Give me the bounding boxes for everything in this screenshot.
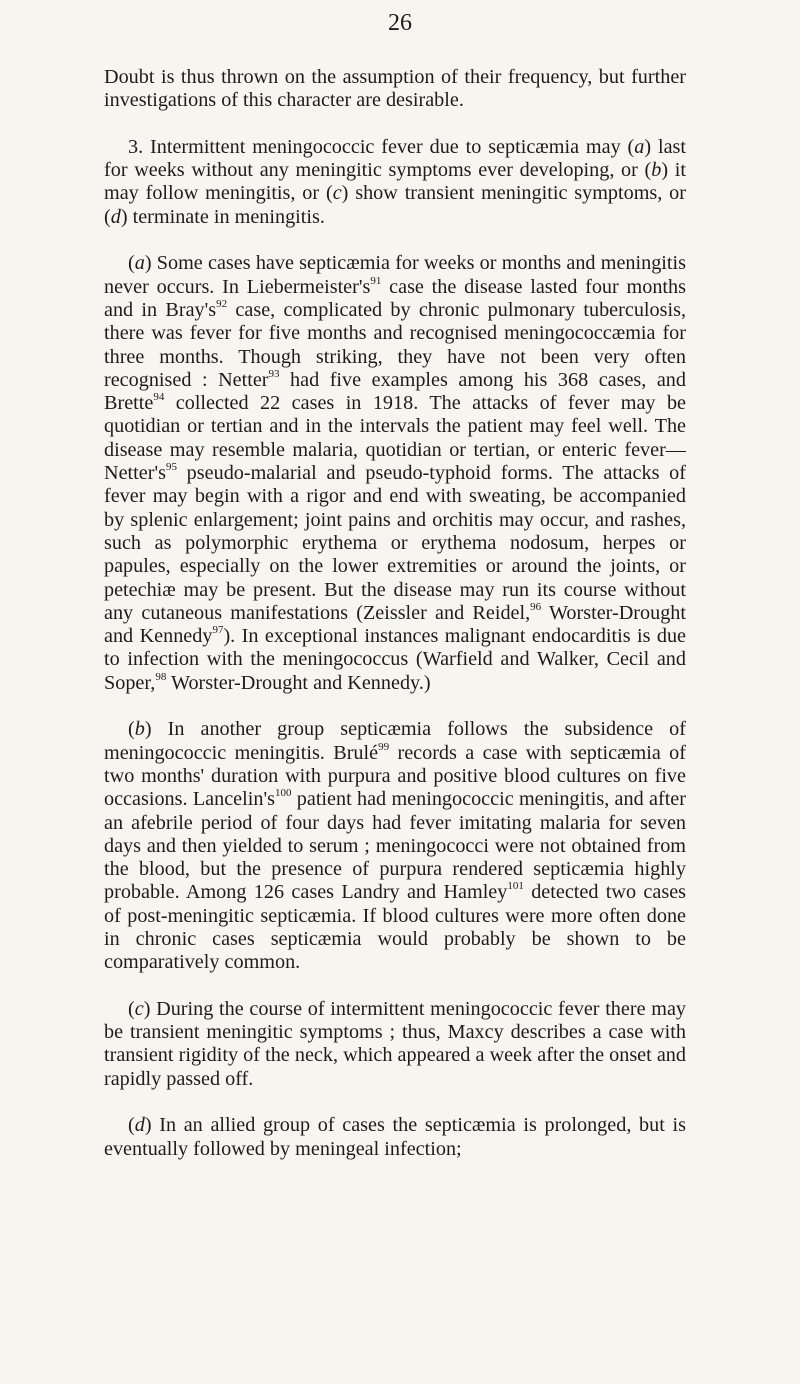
- subsection-letter: d: [134, 1114, 145, 1137]
- page-number: 26: [388, 10, 412, 36]
- text-run: ) last for weeks without any meningitic symptoms ever developing, or (: [104, 135, 686, 182]
- subsection-letter: b: [651, 159, 662, 182]
- subsection-letter: c: [332, 182, 342, 205]
- text-run: ) show transient meningitic symptoms, or (: [104, 182, 686, 228]
- paragraph-intermittent-fever: [104, 136, 686, 229]
- text-run: case, complicated by chronic pulmonary tuberculosis, there was fever for five months and recognised meningococcæmia for three months. Though striking, they have not been very often recognised : Netter: [104, 298, 686, 391]
- paragraph-a-septicaemia-without-meningitis: [104, 252, 686, 695]
- text-run: ) Some cases have septicæmia for weeks or months and meningitis never occurs. In Liebermeister's: [104, 252, 686, 298]
- text-run: ) terminate in meningitis.: [120, 205, 325, 228]
- reference-number: 99: [378, 740, 390, 753]
- text-run: ) In an allied group of cases the septicæmia is prolonged, but is eventually followed by meningeal infection;: [104, 1114, 686, 1160]
- reference-number: 95: [165, 461, 177, 474]
- text-run: (: [128, 1114, 135, 1137]
- text-run: had five examples among his 368 cases, and Brette: [104, 368, 686, 415]
- text-run: collected 22 cases in 1918. The attacks of fever may be quotidian or tertian and in the intervals the patient may feel well. The disease may resemble malaria, quotidian or tertian, or enteric fever—Netter's: [104, 392, 686, 485]
- text-run: ) In another group septicæmia follows the subsidence of meningococcic meningitis. Brulé: [104, 718, 686, 764]
- subsection-letter: a: [634, 135, 645, 158]
- body-text: [104, 66, 686, 1184]
- reference-number: 97: [212, 624, 224, 637]
- paragraph-d-prolonged-septicaemia: [104, 1114, 686, 1161]
- text-run: (: [128, 718, 135, 741]
- text-run: Doubt is thus thrown on the assumption of their frequency, but further investigations of this character are desirable.: [104, 66, 686, 112]
- reference-number: 98: [155, 670, 167, 683]
- paragraph-c-transient-symptoms: [104, 998, 686, 1091]
- text-run: (: [128, 252, 135, 275]
- text-run: Worster-Drought and Kennedy: [104, 601, 687, 648]
- reference-number: 101: [507, 880, 524, 893]
- reference-number: 91: [370, 274, 382, 287]
- subsection-letter: d: [110, 205, 121, 228]
- reference-number: 92: [216, 297, 228, 310]
- subsection-letter: b: [134, 718, 145, 741]
- subsection-letter: a: [134, 252, 145, 275]
- text-run: ) it may follow meningitis, or (: [104, 159, 686, 205]
- reference-number: 96: [530, 600, 542, 613]
- subsection-letter: c: [134, 997, 144, 1020]
- text-run: pseudo-malarial and pseudo-typhoid forms. The attacks of fever may begin with a rigor and end with sweating, be accompanied by splenic enlargement; joint pains and orchitis may occur, and rashes, such as polymorphic erythema or erythema nodosum, herpes or papules, especially on the lower extremities or around the joints, or petechiæ may be present. But the disease may run its course without any cutaneous manifestations (Zeissler and Reidel,: [104, 462, 686, 624]
- reference-number: 93: [268, 367, 280, 380]
- text-run: ) During the course of intermittent meningococcic fever there may be transient meningitic symptoms ; thus, Maxcy describes a case with transient rigidity of the neck, which appeared a week after the onset and rapidly passed off.: [104, 997, 686, 1090]
- text-run: case the disease lasted four months and in Bray's: [104, 275, 686, 321]
- reference-number: 94: [153, 391, 165, 404]
- paragraph-conclusion: [104, 66, 686, 113]
- text-run: detected two cases of post-meningitic septicæmia. If blood cultures were more often done in chronic cases septicæmia would probably be shown to be comparatively common.: [104, 881, 687, 974]
- text-run: ). In exceptional instances malignant endocarditis is due to infection with the meningococcus (Warfield and Walker, Cecil and Soper,: [104, 625, 686, 694]
- text-run: patient had meningococcic meningitis, and after an afebrile period of four days had fever imitating malaria for seven days and then yielded to serum ; meningococci were not obtained from the blood, but the presence of purpura rendered septicæmia highly probable. Among 126 cases Landry and Hamley: [104, 788, 686, 904]
- text-run: 3. Intermittent meningococcic fever due to septicæmia may (: [128, 135, 635, 158]
- reference-number: 100: [274, 787, 292, 800]
- text-run: Worster-Drought and Kennedy.): [166, 671, 431, 694]
- paragraph-b-septicaemia-after-meningitis: [104, 718, 686, 974]
- text-run: records a case with septicæmia of two months' duration with purpura and positive blood cultures on five occasions. Lancelin's: [104, 741, 687, 811]
- text-run: (: [128, 997, 135, 1020]
